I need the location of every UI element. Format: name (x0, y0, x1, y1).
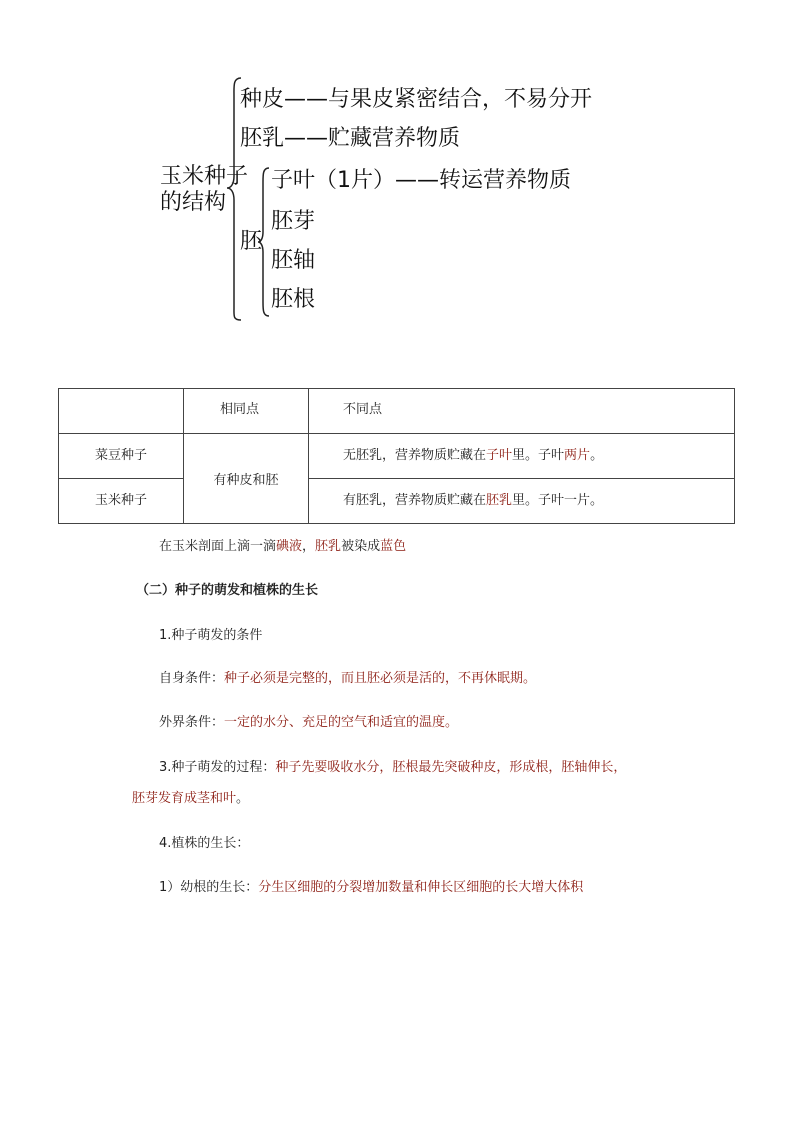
seed-coat-line: 种皮——与果皮紧密结合，不易分开 (240, 87, 593, 112)
header-cell-common: 相同点 (220, 402, 260, 417)
section-title: （二）种子的萌发和植株的生长 (136, 583, 319, 598)
embryo-brace (256, 166, 272, 318)
row-name-corn: 玉米种子 (59, 479, 184, 524)
item-4-1: 1）幼根的生长：分生区细胞的分裂增加数量和伸长区细胞的长大增大体积 (159, 880, 584, 895)
endosperm-line: 胚乳——贮藏营养物质 (240, 126, 461, 151)
self-condition: 自身条件：种子必须是完整的，而且胚必须是活的，不再休眠期。 (159, 671, 537, 686)
table-row (59, 434, 735, 479)
outer-brace (225, 76, 245, 322)
item-1-heading: 1.种子萌发的条件 (159, 628, 263, 643)
diff-cell-bean: 无胚乳，营养物质贮藏在子叶里。子叶两片。 (309, 434, 735, 479)
table-row (59, 479, 735, 524)
table-header-row (59, 389, 735, 434)
item-4-heading: 4.植株的生长： (159, 836, 250, 851)
item-3-line2: 胚芽发育成茎和叶。 (132, 791, 250, 806)
header-cell-empty (59, 389, 184, 434)
plumule-label: 胚芽 (271, 209, 316, 234)
embryo-label: 胚 (240, 229, 263, 254)
header-cell-diff: 不同点 (343, 402, 383, 417)
iodine-note: 在玉米剖面上滴一滴碘液，胚乳被染成蓝色 (159, 539, 407, 554)
seed-comparison-table (58, 388, 735, 524)
diagram-root-label-line2: 的结构 (160, 190, 227, 215)
external-condition: 外界条件：一定的水分、充足的空气和适宜的温度。 (159, 715, 459, 730)
hypocotyl-label: 胚轴 (271, 248, 316, 273)
row-name-bean: 菜豆种子 (59, 434, 184, 479)
cotyledon-line: 子叶（1片）——转运营养物质 (271, 168, 571, 193)
common-cell: 有种皮和胚 (184, 434, 309, 524)
item-3-line1: 3.种子萌发的过程：种子先要吸收水分，胚根最先突破种皮，形成根，胚轴伸长， (159, 760, 627, 775)
radicle-label: 胚根 (271, 287, 316, 312)
diff-cell-corn: 有胚乳，营养物质贮藏在胚乳里。子叶一片。 (309, 479, 735, 524)
diagram-root-label-line1: 玉米种子 (160, 164, 249, 189)
